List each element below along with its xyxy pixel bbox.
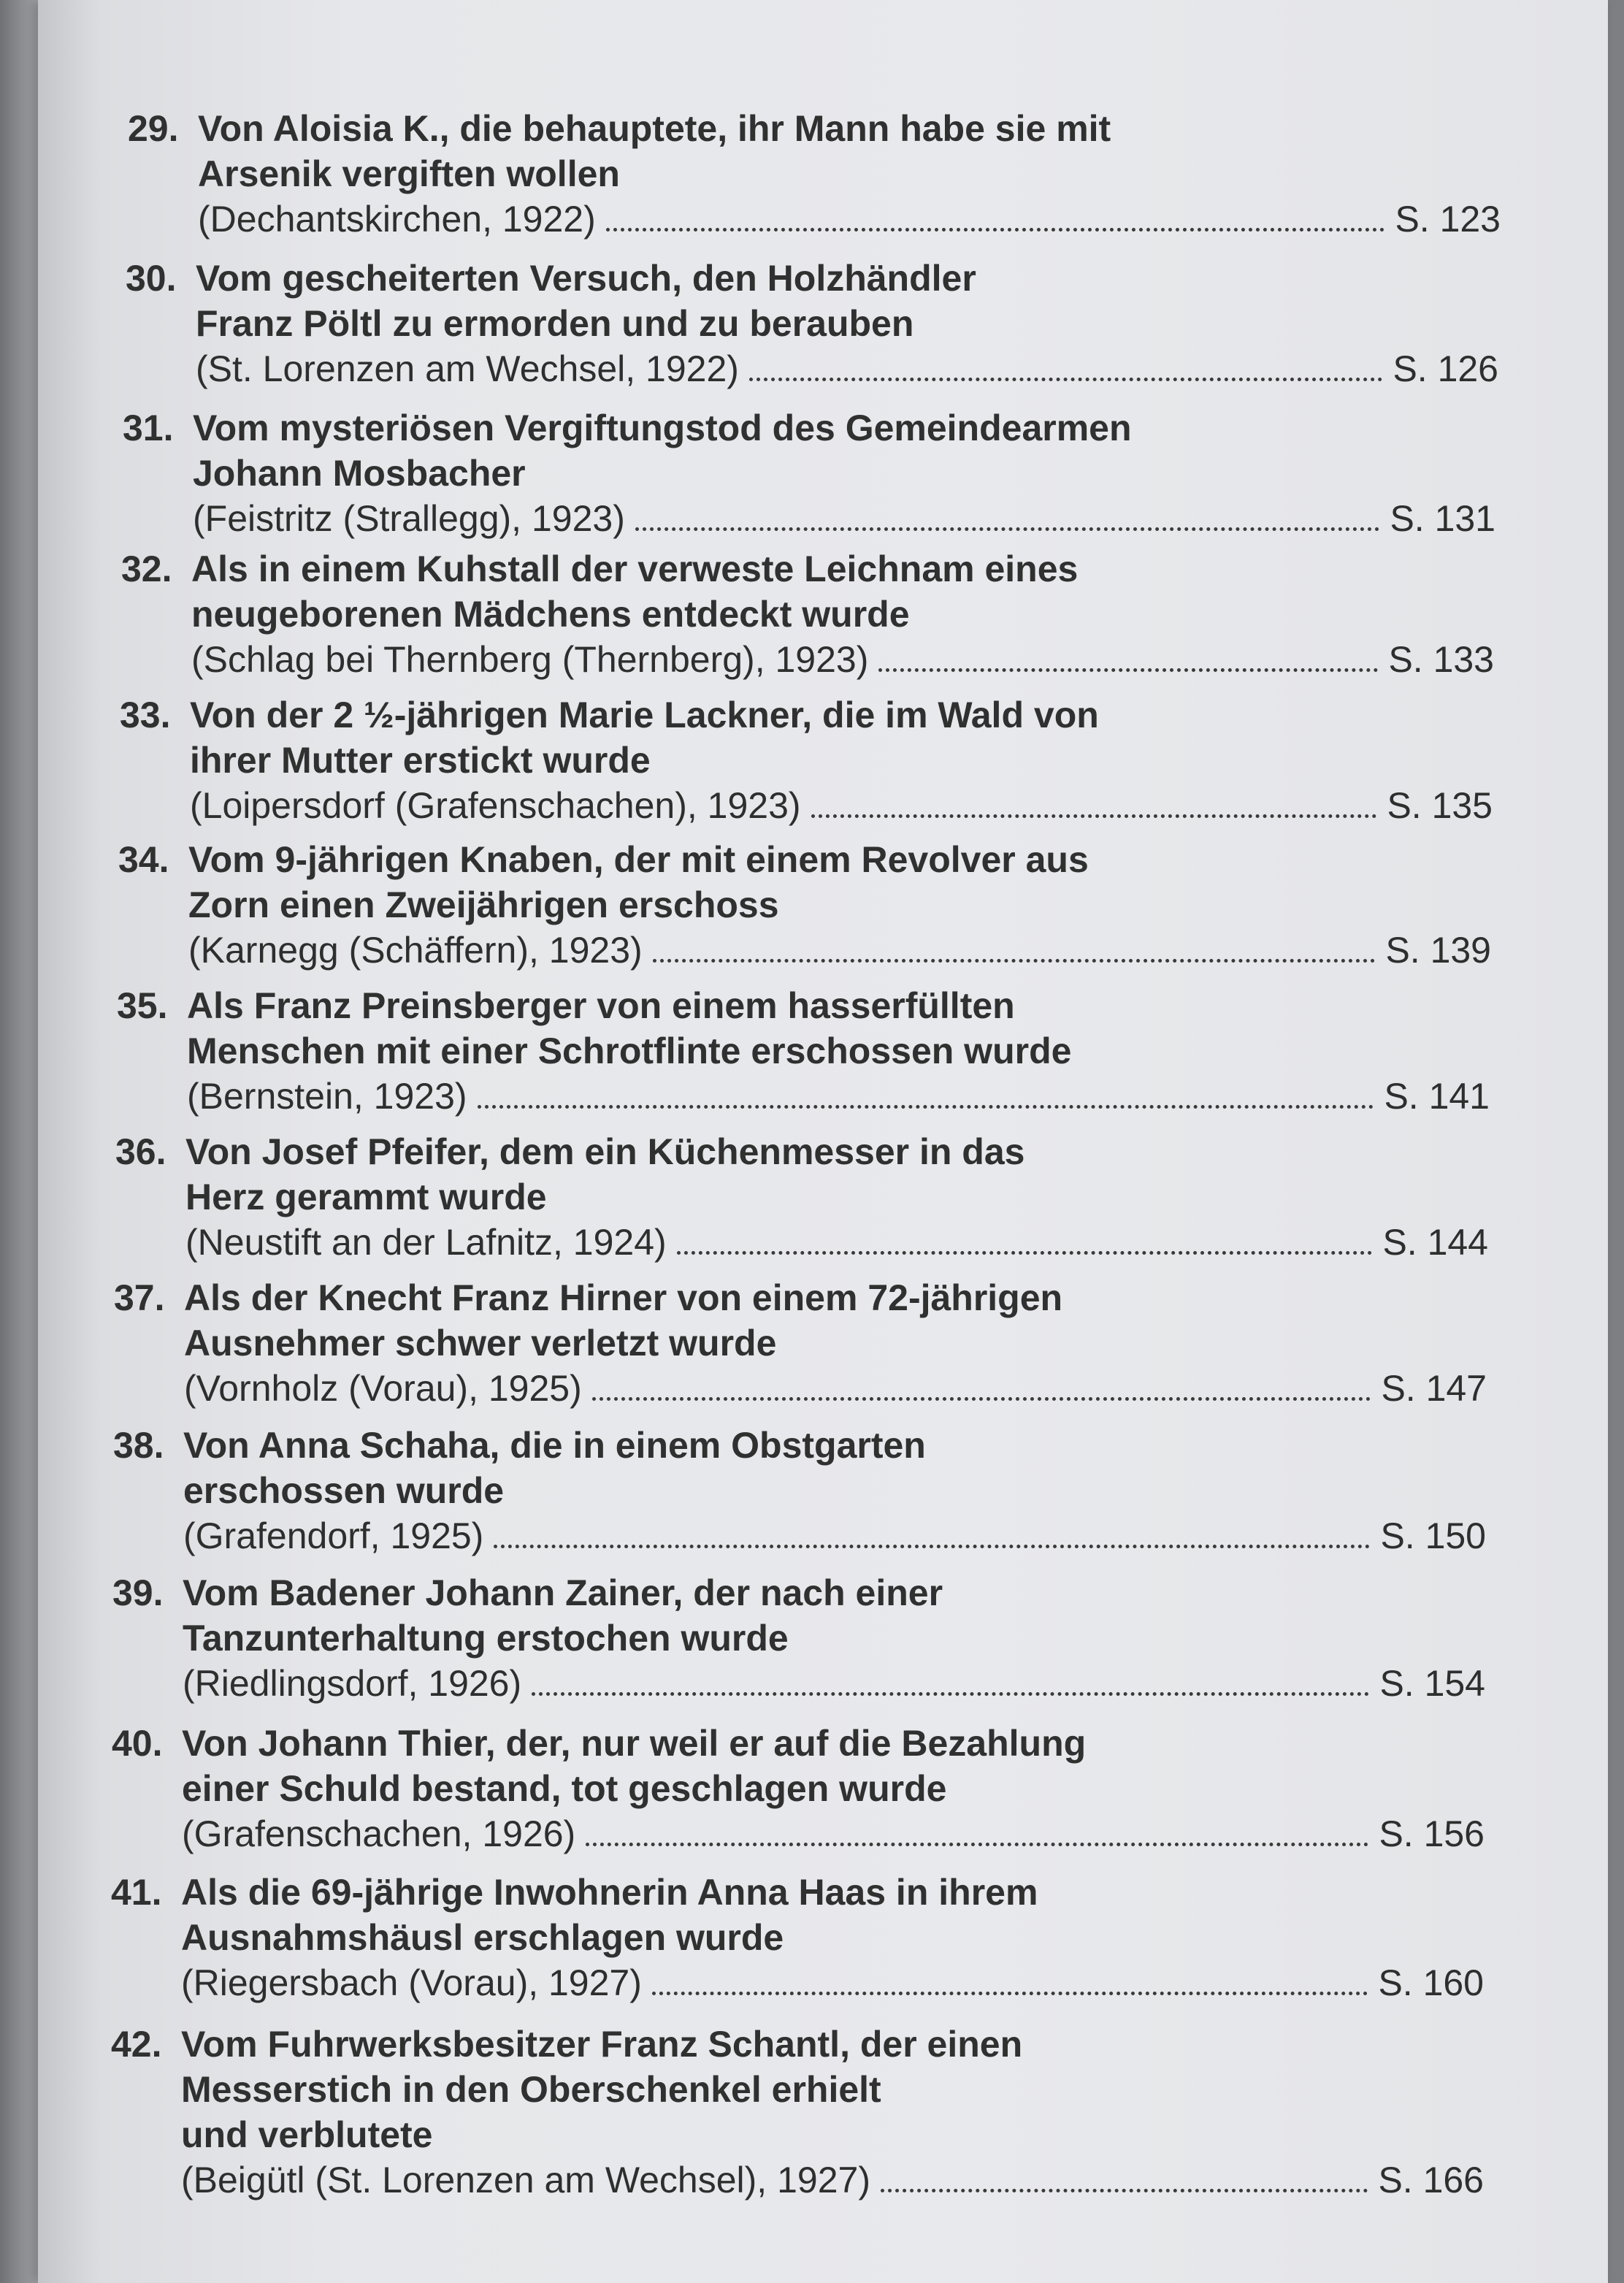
dotted-leader [586, 1842, 1368, 1846]
entry-place-line [187, 1074, 1490, 1119]
entry-number: 29. [128, 108, 179, 149]
dotted-leader [653, 958, 1376, 963]
entry-title [111, 1870, 1484, 1960]
entry-place-line [185, 1220, 1488, 1265]
entry-page-number: S. 154 [1379, 1663, 1485, 1704]
entry-place: (Feistritz (Strallegg), 1923) [193, 498, 625, 539]
entry-place-line [182, 1811, 1485, 1856]
dotted-leader [811, 814, 1377, 818]
dotted-leader [749, 377, 1383, 381]
dotted-leader [878, 668, 1378, 672]
entry-place-line [188, 928, 1491, 973]
entry-title-text: Vom gescheiterten Versuch, den Holzhändler Franz Pöltl zu ermorden und zu berauben [196, 258, 976, 344]
entry-place-line [191, 637, 1494, 682]
entry-title [112, 1721, 1485, 1811]
dotted-leader [532, 1691, 1369, 1696]
entry-page-number: S. 133 [1388, 639, 1494, 680]
entry-title [128, 106, 1501, 196]
entry-page-number: S. 166 [1378, 2160, 1484, 2200]
entry-place: (Neustift an der Lafnitz, 1924) [185, 1222, 667, 1263]
entry-title-text: Vom mysteriösen Vergiftungstod des Gemeindearmen Johann Mosbacher [193, 408, 1132, 494]
entry-place-line [184, 1366, 1487, 1411]
entry-title-text: Vom 9-jährigen Knaben, der mit einem Revolver aus Zorn einen Zweijährigen erschoss [188, 839, 1089, 925]
entry-place: (St. Lorenzen am Wechsel, 1922) [196, 348, 739, 389]
entry-title [113, 1423, 1486, 1513]
entry-title-text: Als Franz Preinsberger von einem hasserfüllten Menschen mit einer Schrotflinte erschossen wurde [187, 985, 1072, 1071]
entry-title-text: Von Josef Pfeifer, dem ein Küchenmesser in das Herz gerammt wurde [185, 1131, 1025, 1217]
entry-place: (Bernstein, 1923) [187, 1076, 467, 1117]
entry-number: 32. [121, 548, 172, 589]
entry-title [114, 1275, 1487, 1366]
entry-place: (Beigütl (St. Lorenzen am Wechsel), 1927) [181, 2160, 870, 2200]
entry-place: (Loipersdorf (Grafenschachen), 1923) [190, 785, 801, 826]
toc-entry-37 [114, 1275, 1487, 1411]
entry-place-line [183, 1661, 1485, 1706]
entry-number: 41. [111, 1872, 162, 1913]
entry-place-line [193, 496, 1495, 541]
entry-page-number: S. 126 [1393, 348, 1498, 389]
entry-place: (Vornholz (Vorau), 1925) [184, 1368, 582, 1409]
entry-page-number: S. 150 [1380, 1515, 1486, 1556]
toc-entry-34 [118, 837, 1491, 973]
entry-number: 30. [126, 258, 177, 299]
entry-page-number: S. 131 [1390, 498, 1495, 539]
toc-entry-39 [112, 1570, 1485, 1706]
entry-number: 42. [111, 2024, 162, 2065]
toc-entry-38 [113, 1423, 1486, 1559]
entry-place: (Grafendorf, 1925) [183, 1515, 484, 1556]
entry-title-text: Als die 69-jährige Inwohnerin Anna Haas in ihrem Ausnahmshäusl erschlagen wurde [181, 1872, 1038, 1958]
toc-entry-35 [117, 983, 1490, 1119]
entry-number: 36. [115, 1131, 166, 1172]
entry-title [121, 546, 1494, 637]
entry-place-line [181, 2157, 1484, 2203]
entry-title [126, 256, 1498, 346]
dotted-leader [635, 527, 1380, 531]
entry-page-number: S. 160 [1378, 1962, 1484, 2003]
dotted-leader [652, 1991, 1368, 1995]
dotted-leader [494, 1544, 1370, 1548]
toc-entry-29 [128, 106, 1501, 242]
entry-title [117, 983, 1490, 1074]
entry-title [111, 2022, 1484, 2157]
entry-place: (Schlag bei Thernberg (Thernberg), 1923) [191, 639, 869, 680]
entry-title [112, 1570, 1485, 1661]
entry-place-line [190, 783, 1493, 828]
entry-title-text: Von Anna Schaha, die in einem Obstgarten erschossen wurde [183, 1425, 926, 1511]
entry-title-text: Vom Fuhrwerksbesitzer Franz Schantl, der einen Messerstich in den Oberschenkel erhielt und verblutete [181, 2024, 1023, 2155]
entry-title-text: Als in einem Kuhstall der verweste Leichnam eines neugeborenen Mädchens entdeckt wurde [191, 548, 1079, 635]
entry-number: 38. [113, 1425, 164, 1466]
dotted-leader [478, 1104, 1374, 1109]
entry-number: 35. [117, 985, 168, 1026]
toc-entry-31 [123, 405, 1495, 541]
toc-entry-41 [111, 1870, 1484, 2005]
entry-page-number: S. 147 [1381, 1368, 1487, 1409]
toc-entry-42 [111, 2022, 1484, 2203]
entry-title [123, 405, 1495, 496]
dotted-leader [592, 1396, 1371, 1401]
entry-title-text: Von Johann Thier, der, nur weil er auf die Bezahlung einer Schuld bestand, tot geschlagen wurde [182, 1723, 1087, 1809]
entry-number: 33. [120, 695, 171, 735]
toc-entry-33 [120, 692, 1493, 828]
entry-title-text: Von der 2 ½-jährigen Marie Lackner, die im Wald von ihrer Mutter erstickt wurde [190, 695, 1099, 781]
entry-number: 39. [112, 1572, 164, 1613]
entry-place: (Karnegg (Schäffern), 1923) [188, 930, 643, 971]
entry-place-line [181, 1960, 1484, 2005]
toc-entry-30 [126, 256, 1498, 391]
entry-number: 31. [123, 408, 174, 448]
entry-title [115, 1129, 1488, 1220]
entry-page-number: S. 123 [1395, 199, 1501, 240]
entry-page-number: S. 139 [1385, 930, 1491, 971]
entry-title-text: Als der Knecht Franz Hirner von einem 72-jährigen Ausnehmer schwer verletzt wurde [184, 1277, 1063, 1364]
toc-entry-36 [115, 1129, 1488, 1265]
dotted-leader [606, 227, 1385, 232]
entry-title-text: Vom Badener Johann Zainer, der nach einer Tanzunterhaltung erstochen wurde [183, 1572, 943, 1659]
entry-place: (Dechantskirchen, 1922) [198, 199, 596, 240]
entry-place: (Riedlingsdorf, 1926) [183, 1663, 522, 1704]
entry-place-line [196, 346, 1498, 391]
entry-number: 34. [118, 839, 169, 880]
dotted-leader [677, 1250, 1373, 1255]
dotted-leader [881, 2188, 1368, 2192]
entry-number: 37. [114, 1277, 165, 1318]
entry-title [120, 692, 1493, 783]
entry-title-text: Von Aloisia K., die behauptete, ihr Mann habe sie mit Arsenik vergiften wollen [198, 108, 1111, 194]
toc-entry-40 [112, 1721, 1485, 1856]
entry-place-line [198, 196, 1501, 242]
entry-place: (Riegersbach (Vorau), 1927) [181, 1962, 642, 2003]
entry-place-line [183, 1513, 1486, 1559]
entry-page-number: S. 156 [1379, 1813, 1485, 1854]
entry-place: (Grafenschachen, 1926) [182, 1813, 576, 1854]
entry-page-number: S. 141 [1384, 1076, 1490, 1117]
toc-entry-32 [121, 546, 1494, 682]
entry-page-number: S. 135 [1387, 785, 1493, 826]
entry-title [118, 837, 1491, 928]
entry-number: 40. [112, 1723, 163, 1764]
entry-page-number: S. 144 [1382, 1222, 1488, 1263]
